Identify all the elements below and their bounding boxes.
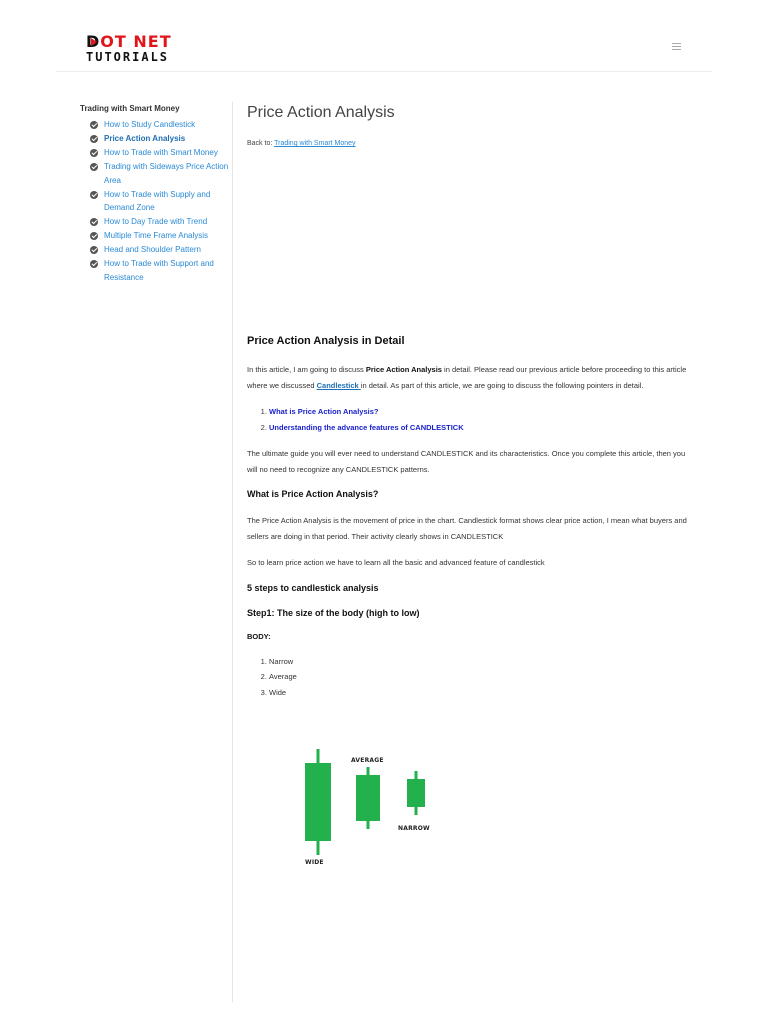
check-circle-icon [90, 121, 98, 129]
sidebar-item-label: How to Study Candlestick [104, 120, 196, 129]
average-candle-body [356, 775, 380, 821]
candlestick-body-size-image [300, 745, 440, 875]
step1-heading: Step1: The size of the body (high to low) [247, 607, 420, 618]
site-logo[interactable] [86, 34, 176, 66]
body-label: BODY: [247, 631, 271, 641]
sidebar-item-label: How to Trade with Support and Resistance [104, 259, 214, 282]
label-wide: WIDE [305, 859, 324, 866]
check-circle-icon [90, 232, 98, 240]
body-item-average: 2. Average [269, 669, 693, 685]
table-of-contents [247, 404, 693, 435]
label-narrow: NARROW [398, 825, 430, 832]
sidebar-item-1[interactable] [90, 118, 230, 132]
site-header [0, 0, 768, 72]
sidebar-item-label: Multiple Time Frame Analysis [104, 231, 209, 240]
check-circle-icon [90, 135, 98, 143]
sidebar-item-8[interactable] [90, 243, 230, 257]
back-to-breadcrumb [247, 139, 356, 149]
sidebar-item-label: How to Day Trade with Trend [104, 217, 208, 226]
steps-heading: 5 steps to candlestick analysis [247, 582, 379, 593]
sidebar-item-label: How to Trade with Supply and Demand Zone [104, 189, 211, 212]
hamburger-menu-icon[interactable] [672, 43, 681, 51]
check-circle-icon [90, 246, 98, 254]
guide-paragraph: The ultimate guide you will ever need to understand CANDLESTICK and its characteristics. Once you complete this article, then you will no need to recognize any CANDLESTICK patterns. [247, 449, 686, 474]
body-size-list [247, 654, 693, 701]
sidebar-item-label: Head and Shoulder Pattern [104, 245, 201, 254]
narrow-candle-body [407, 779, 425, 807]
sidebar-item-9[interactable] [90, 257, 230, 284]
check-circle-icon [90, 260, 98, 268]
check-circle-icon [90, 163, 98, 171]
sidebar-item-label: How to Trade with Smart Money [104, 148, 218, 157]
body-item-wide: 3. Wide [269, 685, 693, 701]
candlestick-link[interactable]: Candlestick [316, 380, 361, 390]
sidebar-item-4[interactable] [90, 160, 230, 187]
check-circle-icon [90, 191, 98, 199]
body-item-narrow: 1. Narrow [269, 654, 693, 670]
candles-svg [300, 745, 440, 875]
logo-line1-rest: OT NET [100, 32, 172, 51]
check-circle-icon [90, 149, 98, 157]
logo-play-icon [91, 38, 97, 46]
sidebar-list [80, 118, 230, 284]
sidebar-title[interactable]: Trading with Smart Money [80, 104, 180, 113]
intro-bold: Price Action Analysis [365, 365, 442, 374]
toc-item-2[interactable]: 2. Understanding the advance features of CANDLESTICK [269, 420, 693, 436]
article-content [247, 334, 693, 711]
what-paragraph: The Price Action Analysis is the movement of price in the chart. Candlestick format shows clear price action, I mean what buyers and sellers are doing in that period. Their activity clearly shows in CANDLESTICK [247, 516, 687, 541]
sidebar-item-2[interactable] [90, 132, 230, 146]
label-average: AVERAGE [351, 757, 384, 764]
sidebar-item-3[interactable] [90, 146, 230, 160]
sidebar-divider [232, 102, 233, 1002]
sidebar [80, 104, 230, 285]
back-to-prefix: Back to: [247, 140, 275, 147]
sidebar-item-5[interactable] [90, 188, 230, 215]
what-heading: What is Price Action Analysis? [247, 489, 379, 499]
check-circle-icon [90, 218, 98, 226]
sidebar-item-7[interactable] [90, 229, 230, 243]
sidebar-item-6[interactable] [90, 215, 230, 229]
logo-line2: TUTORIALS [86, 50, 170, 64]
learn-paragraph: So to learn price action we have to learn all the basic and advanced feature of candlestick [247, 558, 545, 567]
page-title: Price Action Analysis [247, 104, 395, 121]
sidebar-item-label: Trading with Sideways Price Action Area [104, 162, 229, 185]
toc-item-1[interactable]: 1. What is Price Action Analysis? [269, 404, 693, 420]
header-divider [56, 71, 712, 72]
back-to-link[interactable]: Trading with Smart Money [274, 140, 356, 147]
article-heading: Price Action Analysis in Detail [247, 335, 405, 347]
sidebar-item-label: Price Action Analysis [104, 134, 186, 143]
logo-letter-d: D [86, 32, 101, 51]
logo-line1 [86, 34, 172, 50]
intro-paragraph: In this article, I am going to discuss Price Action Analysis in detail. Please read our previous article before proceeding to this article where we discussed Candlestick in detail. As part of this article, we are going to discuss the following pointers in detail. [247, 365, 687, 390]
wide-candle-body [305, 763, 331, 841]
